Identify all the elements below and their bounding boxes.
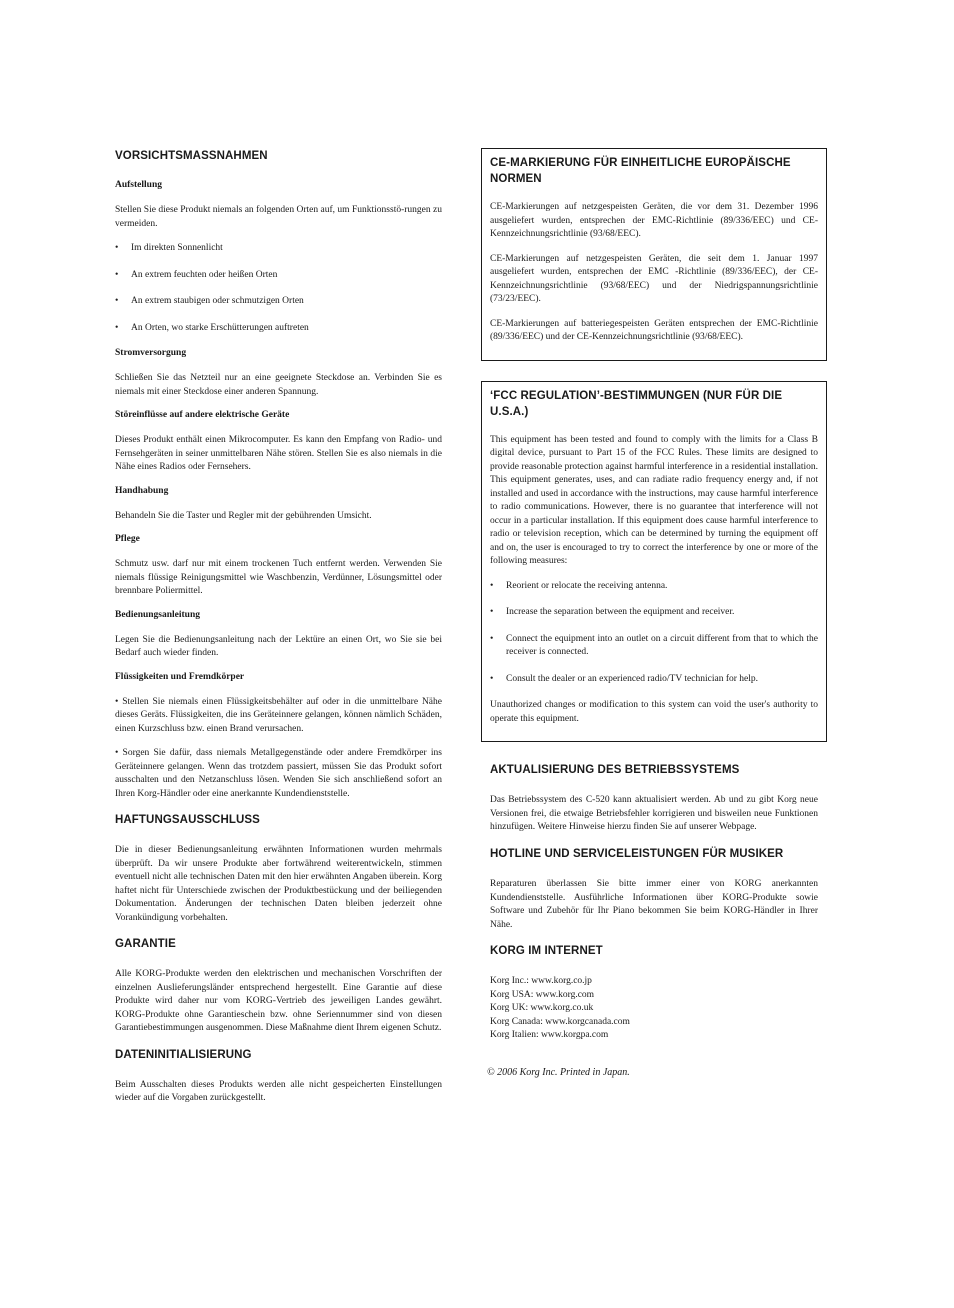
paragraph: Legen Sie die Bedienungsanleitung nach der Lektüre an einen Ort, wo Sie sie bei Bedarf auch wieder finden. — [115, 634, 442, 659]
paragraph: Schmutz usw. darf nur mit einem trockenen Tuch entfernt werden. Verwenden Sie niemals flüssige Reinigungsmittel wie Waschbenzin, Verdünner, Lösungsmittel oder brennbare Poliermittel. — [115, 559, 442, 597]
paragraph: • Stellen Sie niemals einen Flüssigkeitsbehälter auf oder in die unmittelbare Nähe dieses Geräts. Flüssigkeiten, die ins Geräteinnere gelangen, können nämlich Schäden, einen Kurzschluss bzw. einen Brand verursachen. — [115, 696, 442, 734]
subheading-handhabung: Handhabung — [115, 485, 169, 496]
paragraph: CE-Markierungen auf netzgespeisten Geräten, die seit dem 1. Januar 1997 ausgeliefert wurden, entsprechen der EMC -Richtlinie (89/336/EEC), der CE-Kennzeichnungsrichtlinie (93/68/EEC) und der Niedrigspannungsrichtlinie (73/23/EEC). — [490, 253, 818, 305]
section-title: DATENINITIALISIERUNG — [115, 1048, 252, 1061]
left-column — [115, 148, 442, 1117]
paragraph: • Sorgen Sie dafür, dass niemals Metallgegenstände oder andere Fremdkörper ins Geräteinnere gelangen. Wenn das trotzdem passiert, müssen Sie das Produkt sofort ausschalten und den Netzanschluss lösen. Wenden Sie sich anschließend sofort an Ihren Korg-Händler oder eine anerkannte Kundendienststelle. — [115, 748, 442, 799]
section-vorsichtsmassnahmen — [115, 148, 442, 801]
section-title: HAFTUNGSAUSSCHLUSS — [115, 814, 260, 827]
paragraph: Das Betriebssystem des C-520 kann aktualisiert werden. Ab und zu gibt Korg neue Versionen frei, die etwaige Betriebsfehler korrigieren und bisweilen neue Funktionen hinzufügen. Weitere Hinweise hierzu finden Sie auf unserer Webpage. — [490, 795, 818, 833]
section-title: KORG IM INTERNET — [490, 945, 603, 958]
link-korg-inc: Korg Inc.: www.korg.co.jp — [490, 976, 592, 987]
section-title: HOTLINE UND SERVICELEISTUNGEN FÜR MUSIKER — [490, 847, 784, 860]
section-korg-im-internet — [481, 943, 827, 1043]
paragraph: Unauthorized changes or modification to this system can void the user's authority to operate this equipment. — [490, 700, 818, 724]
paragraph: Beim Ausschalten dieses Produkts werden alle nicht gespeicherten Einstellungen wieder auf die Vorgaben zurückgestellt. — [115, 1079, 442, 1104]
list-item: • An extrem feuchten oder heißen Orten — [115, 269, 442, 283]
list-item: • An Orten, wo starke Erschütterungen auftreten — [115, 322, 442, 336]
list-item: • Increase the separation between the equipment and receiver. — [490, 606, 818, 620]
list-item: • Consult the dealer or an experienced radio/TV technician for help. — [490, 673, 818, 687]
list-item: • An extrem staubigen oder schmutzigen Orten — [115, 295, 442, 309]
link-korg-canada: Korg Canada: www.korgcanada.com — [490, 1016, 630, 1027]
list-item: • Connect the equipment into an outlet on a circuit different from that to which the receiver is connected. — [490, 633, 818, 660]
paragraph: Alle KORG-Produkte werden den elektrischen und mechanischen Vorschriften der einzelnen Auslieferungsländer entsprechend hergestellt. Eine Garantie auf diese Produkte wird daher nur vom KORG-Vertrieb des jeweiligen Landes gewährt. KORG-Produkte ohne Garantieschein bzw. ohne Seriennummer sind von diesen Garantiebestimmungen ausgenommen. Diese Maßnahme dient Ihrem eigenen Schutz. — [115, 969, 442, 1034]
subheading-pflege: Pflege — [115, 534, 140, 545]
subheading-fluessigkeiten: Flüssigkeiten und Fremdkörper — [115, 671, 245, 682]
paragraph: Reparaturen überlassen Sie bitte immer einer von KORG anerkannten Kundendienststelle. Ausführliche Informationen über KORG-Produkte sowie Software und Zubehör für Ihr Piano bekommen Sie beim KORG-Händler in Ihrer Nähe. — [490, 879, 818, 930]
right-column — [481, 148, 827, 1078]
link-korg-usa: Korg USA: www.korg.com — [490, 989, 595, 1000]
link-korg-italien: Korg Italien: www.korgpa.com — [490, 1030, 609, 1041]
bullet-list — [115, 242, 442, 335]
paragraph: CE-Markierungen auf batteriegespeisten Geräten entsprechen der EMC-Richtlinie (89/336/EEC) und der CE-Kennzeichnungsrichtlinie (93/68/EEC). — [490, 318, 818, 343]
paragraph: Schließen Sie das Netzteil nur an eine geeignete Steckdose an. Verbinden Sie es niemals mit einer Steckdose einer anderen Spannung. — [115, 373, 442, 397]
section-title: ‘FCC REGULATION’-BESTIMMUNGEN (NUR FÜR DIE U.S.A.) — [490, 389, 783, 418]
section-dateninitialisierung — [115, 1047, 442, 1106]
section-title: AKTUALISIERUNG DES BETRIEBSSYSTEMS — [490, 764, 740, 777]
section-title: CE-MARKIERUNG FÜR EINHEITLICHE EUROPÄISCHE NORMEN — [490, 157, 791, 186]
section-aktualisierung — [481, 762, 827, 835]
section-haftungsausschluss — [115, 812, 442, 925]
section-hotline — [481, 846, 827, 932]
paragraph: Stellen Sie diese Produkt niemals an folgenden Orten auf, um Funktionsstö-rungen zu vermeiden. — [115, 205, 442, 229]
paragraph: This equipment has been tested and found to comply with the limits for a Class B digital device, pursuant to Part 15 of the FCC Rules. These limits are designed to provide reasonable protection against harmful interference in a residential installation. This equipment generates, uses, and can radiate radio frequency energy and, if not installed and used in accordance with the instructions, may cause harmful interference to radio communications. However, there is no guarantee that interference will not occur in a particular installation. If this equipment does cause harmful interference to radio or television reception, which can be determined by turning the equipment off and on, the user is encouraged to try to correct the interference by one or more of the following measures: — [490, 434, 818, 567]
section-title: GARANTIE — [115, 938, 176, 951]
list-item: • Im direkten Sonnenlicht — [115, 242, 442, 256]
paragraph: Behandeln Sie die Taster und Regler mit der gebührenden Umsicht. — [115, 510, 372, 521]
paragraph: Dieses Produkt enthält einen Mikrocomputer. Es kann den Empfang von Radio- und Fernsehgeräten in seiner unmittelbaren Nähe stören. Stellen Sie es also niemals in die Nähe eines Radios oder Fernsehers. — [115, 435, 442, 473]
bullet-list — [490, 580, 818, 687]
paragraph: CE-Markierungen auf netzgespeisten Geräten, die vor dem 31. Dezember 1996 ausgeliefert wurden, entsprechen der EMC-Richtlinie (89/336/EEC) und CE-Kennzeichnungsrichtlinie (93/68/EEC). — [490, 202, 818, 240]
subheading-bedienungsanleitung: Bedienungsanleitung — [115, 609, 200, 620]
ce-box — [481, 148, 827, 361]
subheading-stoereinfluesse: Störeinflüsse auf andere elektrische Geräte — [115, 410, 290, 421]
paragraph: Die in dieser Bedienungsanleitung erwähnten Informationen wurden mehrmals überprüft. Da wir unsere Produkte aber fortwährend weiterentwickeln, stimmen eventuell nicht alle technischen Daten mit den hier erwähnten Angaben überein. Korg haftet nicht für Unterschiede zwischen der Produktbestückung und der beiliegenden Dokumentation. Änderungen der technischen Daten bleiben jederzeit ohne Vorankündigung vorbehalten. — [115, 845, 442, 923]
copyright: © 2006 Korg Inc. Printed in Japan. — [487, 1066, 630, 1078]
section-garantie — [115, 936, 442, 1036]
fcc-box — [481, 381, 827, 743]
subheading-aufstellung: Aufstellung — [115, 180, 162, 191]
subheading-stromversorgung: Stromversorgung — [115, 348, 187, 359]
link-korg-uk: Korg UK: www.korg.co.uk — [490, 1003, 594, 1014]
section-title: VORSICHTSMASSNAHMEN — [115, 150, 268, 162]
list-item: • Reorient or relocate the receiving antenna. — [490, 580, 818, 594]
